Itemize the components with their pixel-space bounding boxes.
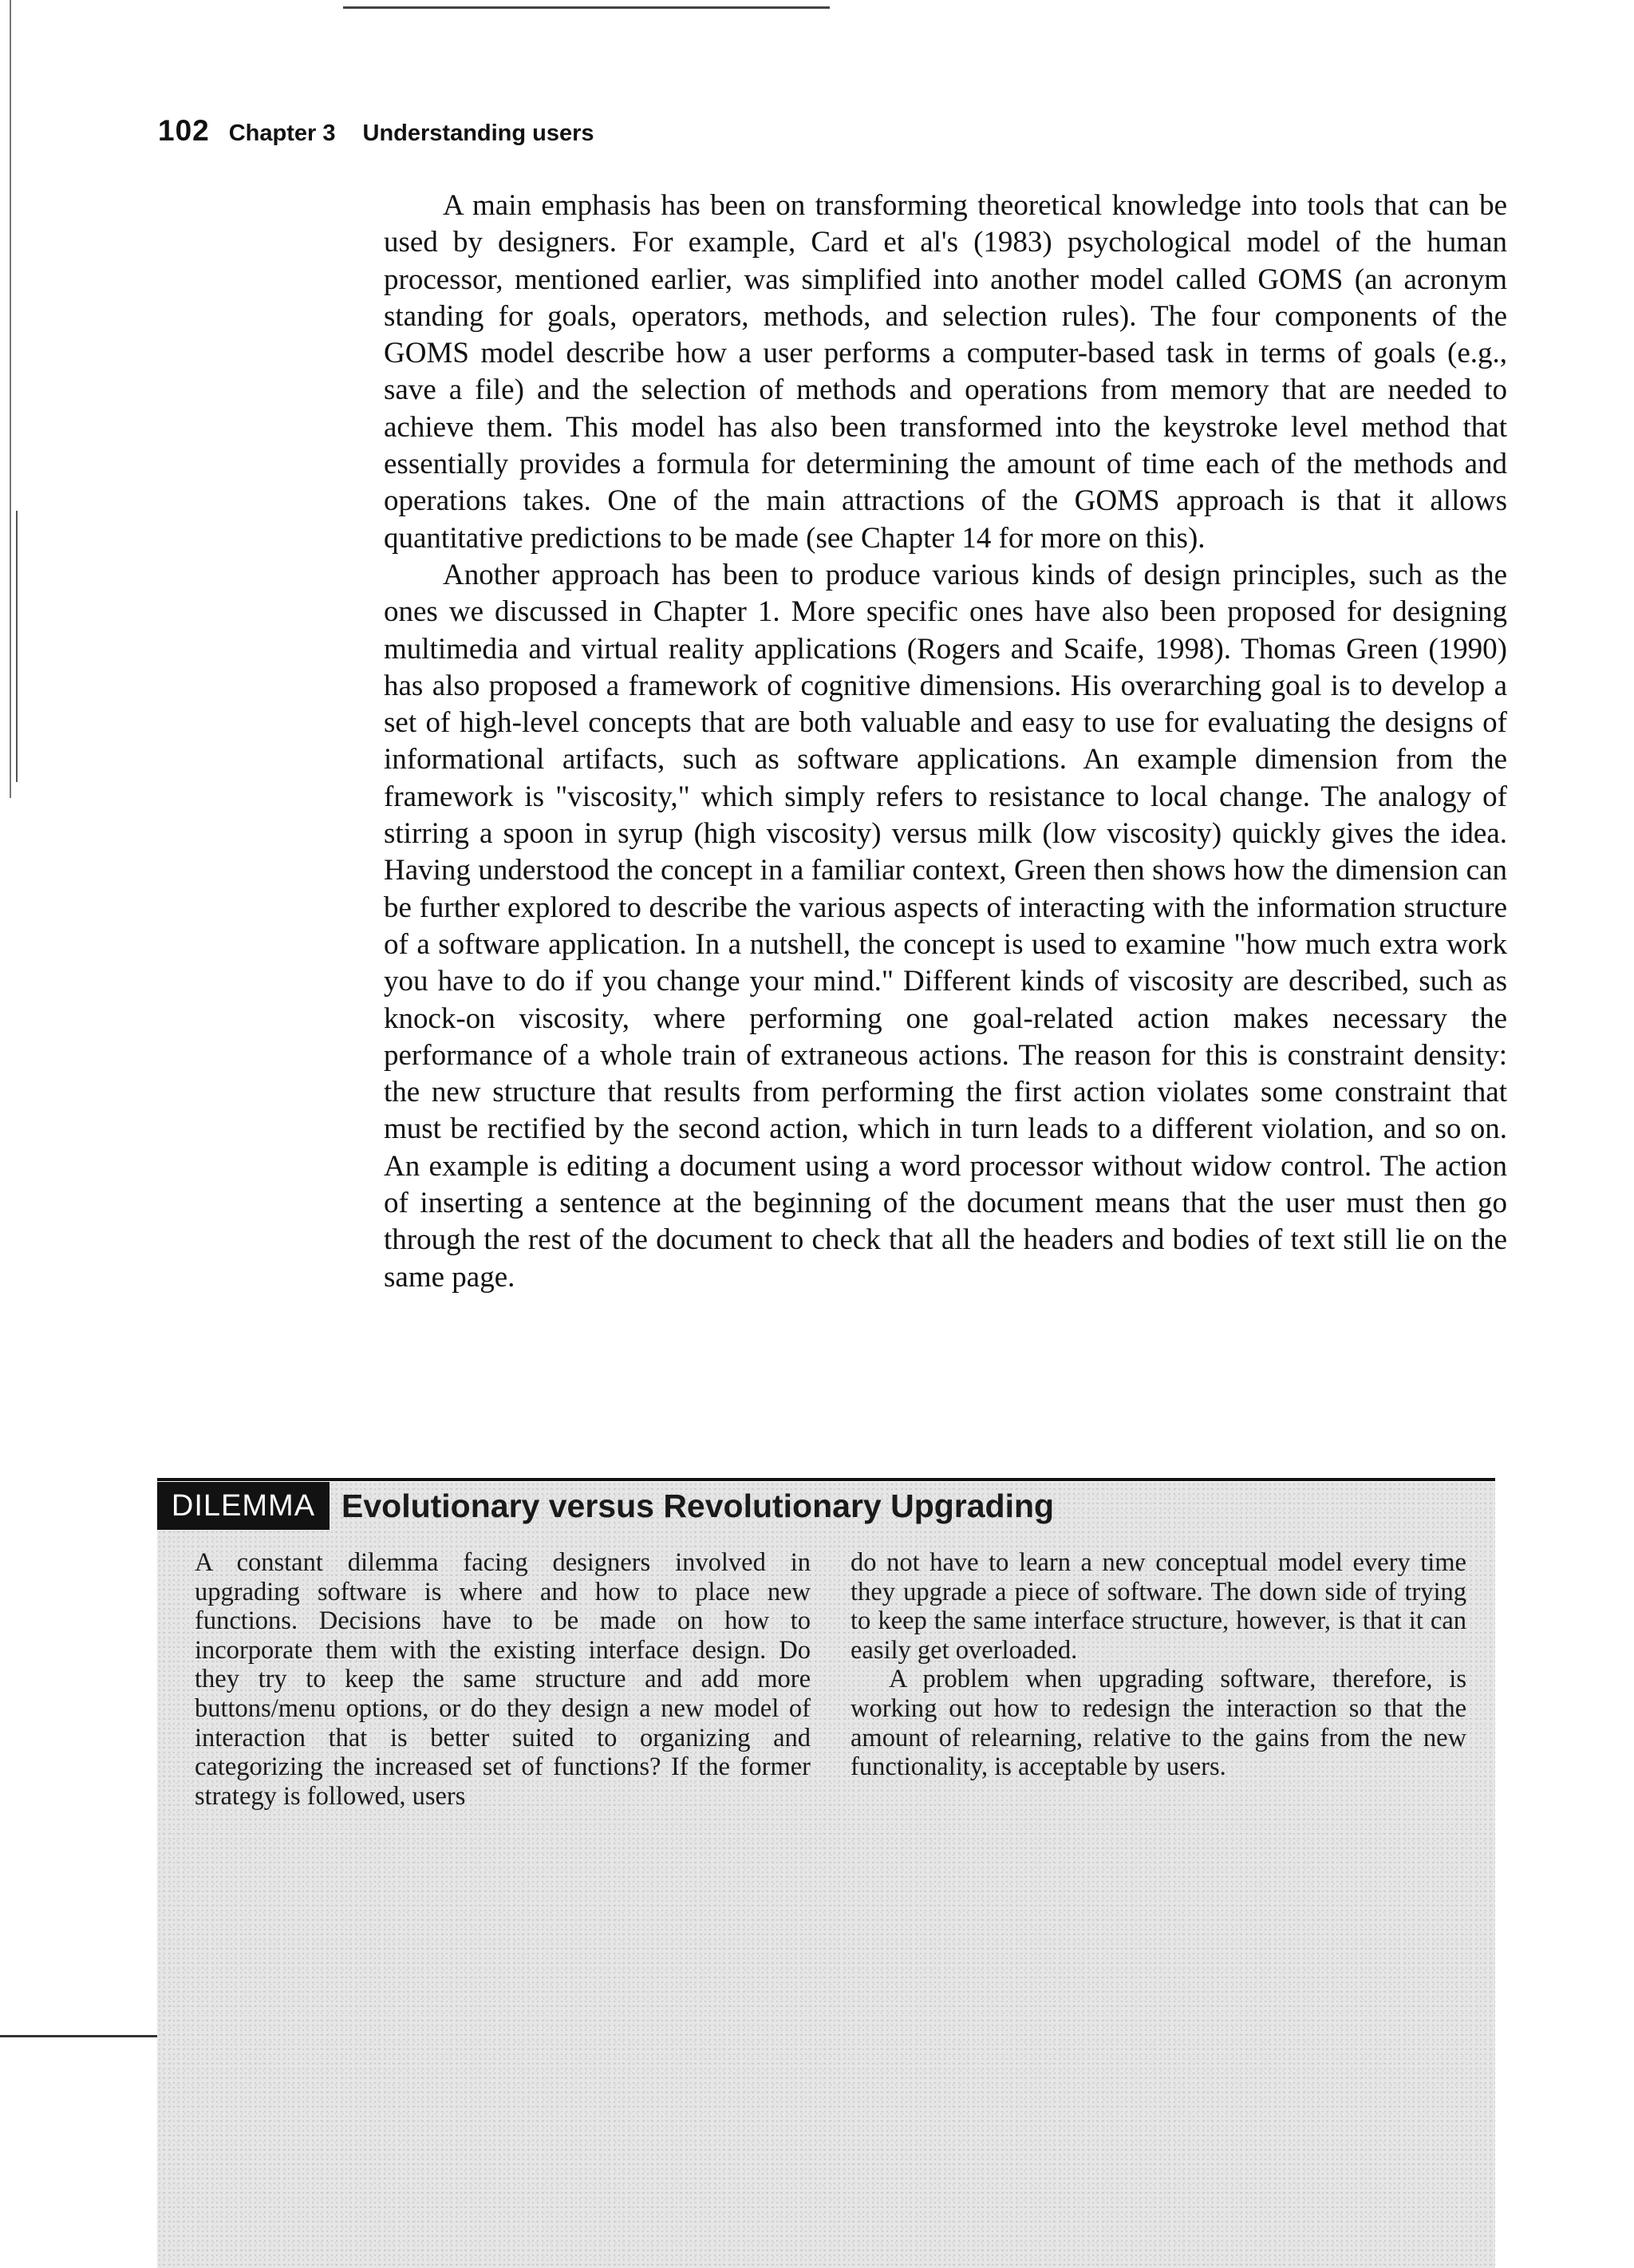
scan-edge-top <box>343 6 830 9</box>
paragraph: A main emphasis has been on transforming theoretical knowledge into tools that can be used by designers. For example, Card et al's (1983) psychological model of the human processor, mentioned earlier, was simplified into another model called GOMS (an acronym standing for goals, operators, methods, and selection rules). The four components of the GOMS model describe how a user performs a computer-based task in terms of goals (e.g., save a file) and the selection of methods and operations from memory that are needed to achieve them. This model has also been transformed into the keystroke level method that essentially provides a formula for determining the amount of time each of the methods and operations takes. One of the main attractions of the GOMS approach is that it allows quantitative predictions to be made (see Chapter 14 for more on this). <box>384 189 1507 555</box>
chapter-label: Chapter 3 <box>228 121 336 146</box>
dilemma-tag: DILEMMA <box>157 1482 330 1530</box>
dilemma-paragraph: do not have to learn a new conceptual model every time they upgrade a piece of software. The down side of trying to keep the same interface structure, however, is that it can easily get overloaded. <box>851 1548 1466 1665</box>
body-text <box>384 188 1507 1296</box>
paragraph: Another approach has been to produce various kinds of design principles, such as the ones we discussed in Chapter 1. More specific ones have also been proposed for designing multimedia and virtual reality applications (Rogers and Scaife, 1998). Thomas Green (1990) has also proposed a framework of cognitive dimensions. His overarching goal is to develop a set of high-level concepts that are both valuable and easy to use for evaluating the designs of informational artifacts, such as software applications. An example dimension from the framework is "viscosity," which simply refers to resistance to local change. The analogy of stirring a spoon in syrup (high viscosity) versus milk (low viscosity) quickly gives the idea. Having understood the concept in a familiar context, Green then shows how the dimension can be further explored to describe the various aspects of interacting with the information structure of a software application. In a nutshell, the concept is used to examine "how much extra work you have to do if you change your mind." Different kinds of viscosity are described, such as knock-on viscosity, where performing one goal-related action makes necessary the performance of a whole train of extraneous actions. The reason for this is constraint density: the new structure that results from performing the first action violates some constraint that must be rectified by the second action, which in turn leads to a different violation, and so on. An example is editing a document using a word processor without widow control. The action of inserting a sentence at the beginning of the document means that the user must then go through the rest of the document to check that all the headers and bodies of text still lie on the same page. <box>384 558 1507 1294</box>
dilemma-right-column <box>851 1548 1466 1782</box>
chapter-title: Understanding users <box>362 121 594 146</box>
running-head <box>158 114 594 148</box>
page-number: 102 <box>158 114 210 147</box>
dilemma-left-column <box>195 1548 811 1811</box>
scan-edge-left <box>10 0 11 798</box>
dilemma-title: Evolutionary versus Revolutionary Upgrading <box>341 1488 1055 1524</box>
scan-edge-left-inner <box>16 511 18 782</box>
dilemma-paragraph: A constant dilemma facing designers involved in upgrading software is where and how to place new functions. Decisions have to be made on how to incorporate them with the existing interface design. Do they try to keep the same structure and add more buttons/menu options, or do they design a new model of interaction that is better suited to organizing and categorizing the increased set of functions? If the former strategy is followed, users <box>195 1548 811 1811</box>
dilemma-rule <box>157 1478 1495 1481</box>
dilemma-paragraph: A problem when upgrading software, therefore, is working out how to redesign the interaction so that the amount of relearning, relative to the gains from the new functionality, is acceptable by users. <box>851 1665 1466 1782</box>
